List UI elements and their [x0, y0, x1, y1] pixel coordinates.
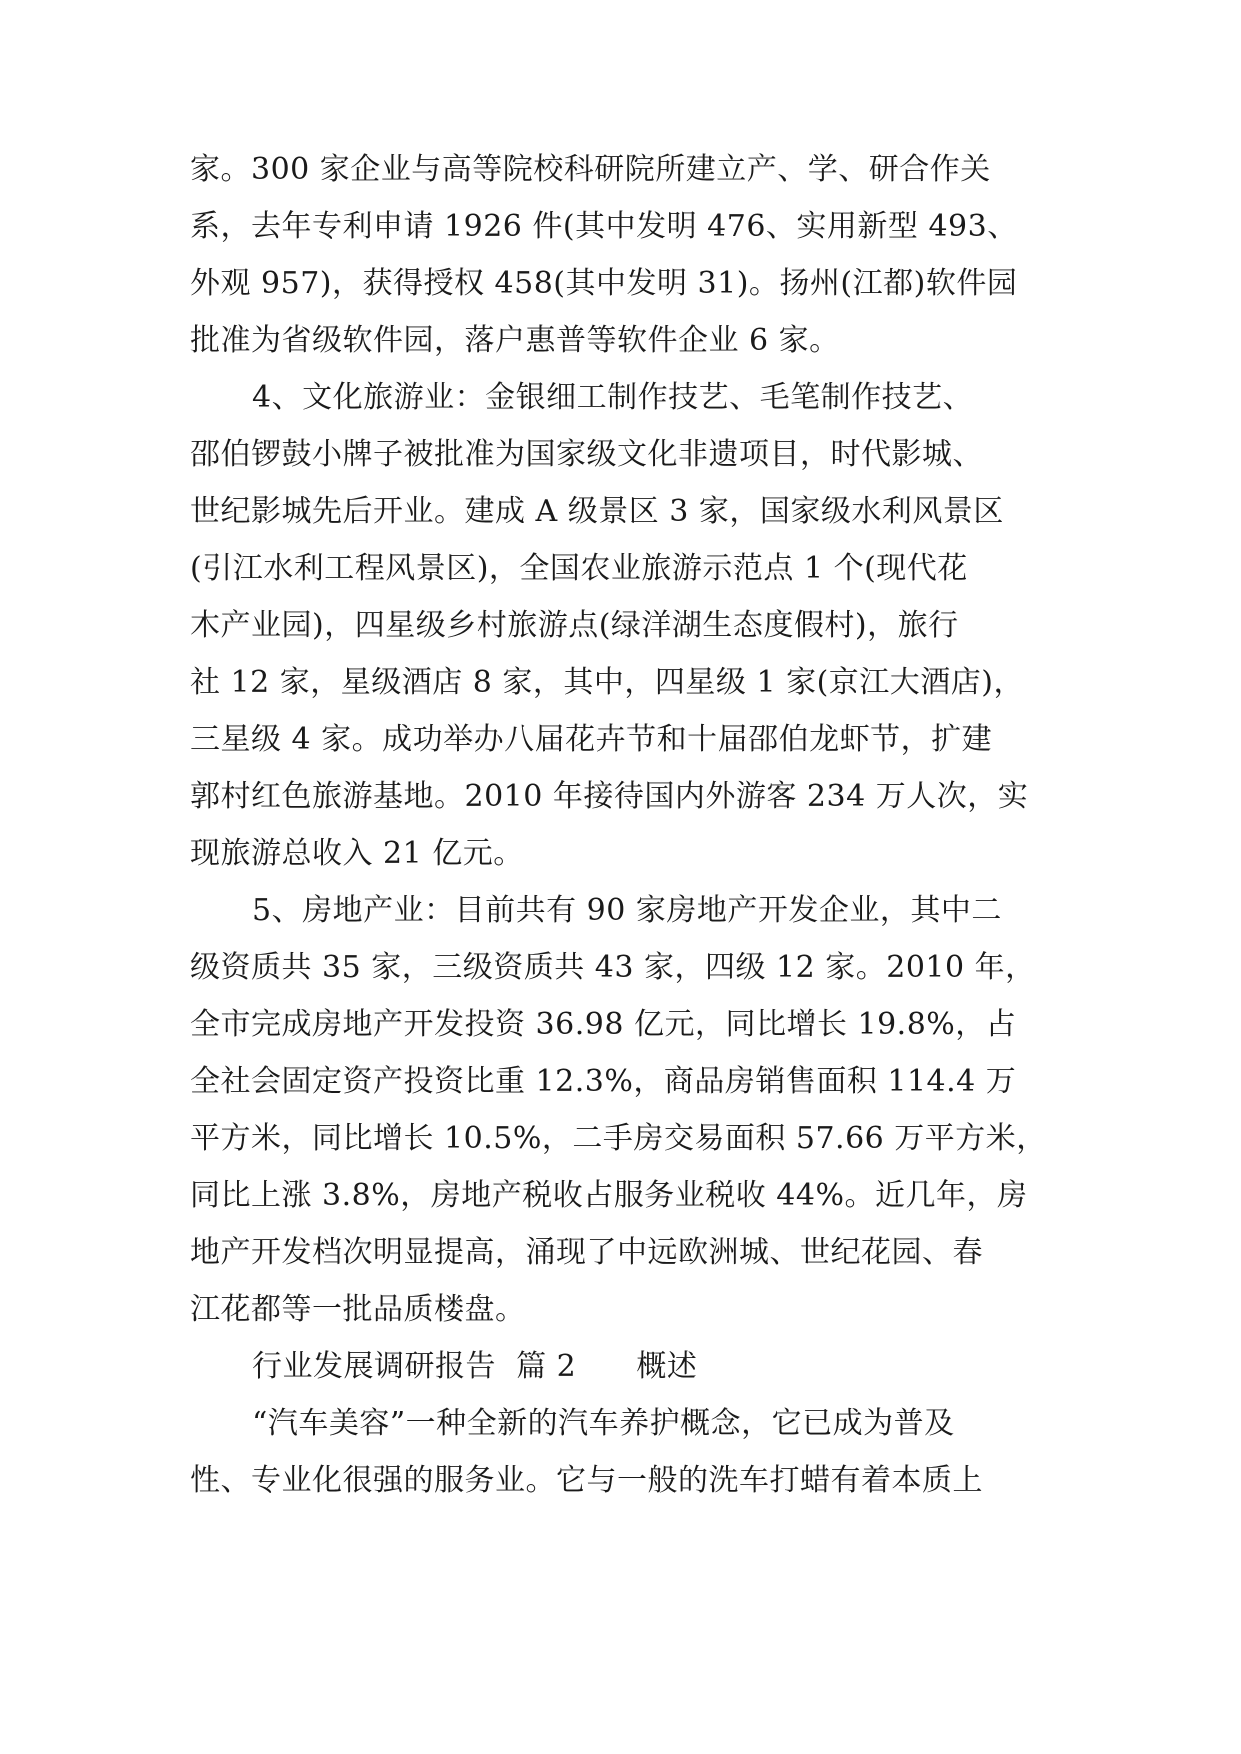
text-line: 外观 957)，获得授权 458(其中发明 31)。扬州(江都)软件园	[190, 266, 1018, 301]
text-line: 性、专业化很强的服务业。它与一般的洗车打蜡有着本质上	[190, 1463, 983, 1498]
text-line: 郭村红色旅游基地。2010 年接待国内外游客 234 万人次，实	[190, 779, 1029, 814]
text-line: 批准为省级软件园，落户惠普等软件企业 6 家。	[190, 323, 840, 358]
text-line: 江花都等一批品质楼盘。	[190, 1292, 526, 1327]
text-line: 三星级 4 家。成功举办八届花卉节和十届邵伯龙虾节，扩建	[190, 722, 993, 757]
paragraph-start-line: “汽车美容”一种全新的汽车养护概念，它已成为普及	[252, 1406, 955, 1441]
text-line: 系，去年专利申请 1926 件(其中发明 476、实用新型 493、	[190, 209, 1018, 244]
text-line: (引江水利工程风景区)，全国农业旅游示范点 1 个(现代花	[190, 551, 968, 586]
text-line: 同比上涨 3.8%，房地产税收占服务业税收 44%。近几年，房	[190, 1178, 1028, 1213]
text-line: 地产开发档次明显提高，涌现了中远欧洲城、世纪花园、春	[190, 1235, 983, 1270]
text-line: 世纪影城先后开业。建成 A 级景区 3 家，国家级水利风景区	[190, 494, 1004, 529]
text-line: 家。300 家企业与高等院校科研院所建立产、学、研合作关	[190, 152, 991, 187]
paragraph-start-line: 4、文化旅游业：金银细工制作技艺、毛笔制作技艺、	[252, 380, 974, 415]
text-line: 全社会固定资产投资比重 12.3%，商品房销售面积 114.4 万	[190, 1064, 1017, 1099]
text-line: 邵伯锣鼓小牌子被批准为国家级文化非遗项目，时代影城、	[190, 437, 983, 472]
text-line: 木产业园)，四星级乡村旅游点(绿洋湖生态度假村)，旅行	[190, 608, 959, 643]
section-heading: 行业发展调研报告 篇 2 概述	[252, 1349, 698, 1384]
text-line: 现旅游总收入 21 亿元。	[190, 836, 524, 871]
text-line: 社 12 家，星级酒店 8 家，其中，四星级 1 家(京江大酒店)，	[190, 665, 1024, 700]
text-line: 级资质共 35 家，三级资质共 43 家，四级 12 家。2010 年，	[190, 950, 1036, 985]
text-line: 全市完成房地产开发投资 36.98 亿元，同比增长 19.8%，占	[190, 1007, 1017, 1042]
text-line: 平方米，同比增长 10.5%，二手房交易面积 57.66 万平方米，	[190, 1121, 1047, 1156]
paragraph-start-line: 5、房地产业：目前共有 90 家房地产开发企业，其中二	[252, 893, 1002, 928]
